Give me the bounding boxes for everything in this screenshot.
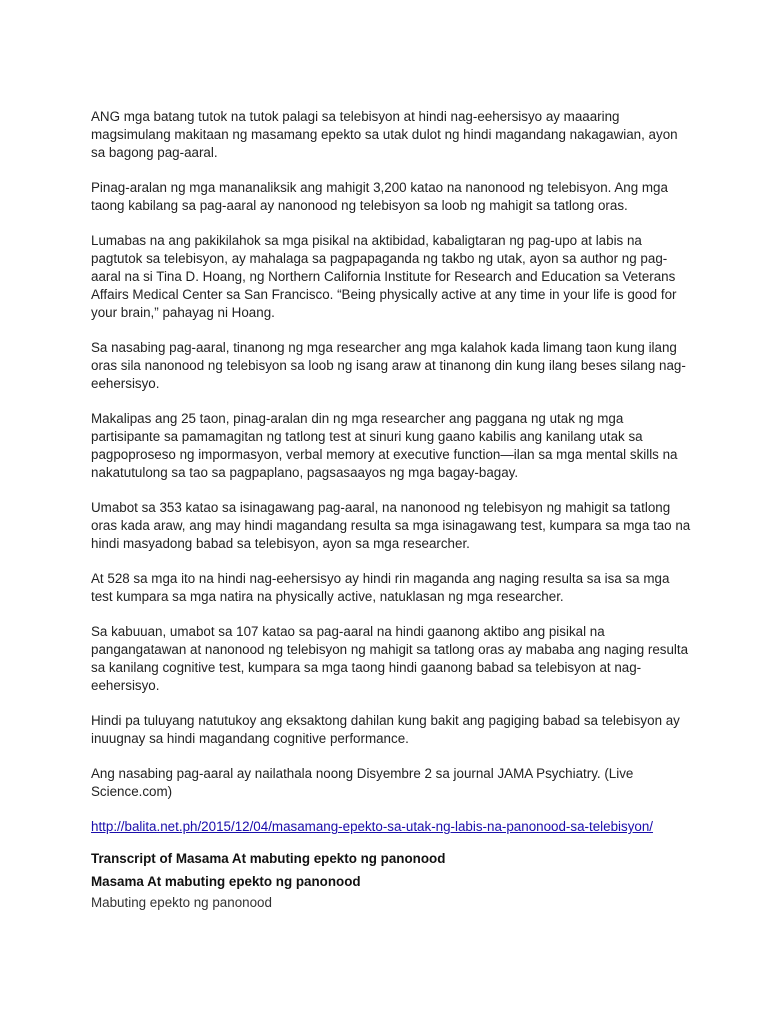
document-page <box>91 108 691 912</box>
transcript-heading: Transcript of Masama At mabuting epekto ng panonood <box>91 851 446 866</box>
article-paragraph-1: ANG mga batang tutok na tutok palagi sa telebisyon at hindi nag-eehersisyo ay maaaring magsimulang makitaan ng masamang epekto sa utak dulot ng hindi magandang nakagawian, ayon sa bagong pag-aaral. <box>91 109 678 160</box>
transcript-title: Masama At mabuting epekto ng panonood <box>91 874 361 889</box>
transcript-subtitle: Mabuting epekto ng panonood <box>91 895 272 910</box>
article-paragraph-8: Sa kabuuan, umabot sa 107 katao sa pag-aaral na hindi gaanong aktibo ang pisikal na pangangatawan at nanonood ng telebisyon ng mahigit sa tatlong oras ay mababa ang naging resulta sa kanilang cognitive test, kumpara sa mga taong hindi gaanong babad sa telebisyon at nag-eehersisyo. <box>91 624 689 693</box>
article-paragraph-5: Makalipas ang 25 taon, pinag-aralan din ng mga researcher ang paggana ng utak ng mga partisipante sa pamamagitan ng tatlong test at sinuri kung gaano kabilis ang kanilang utak sa pagpoproseso ng impormasyon, verbal memory at executive function—ilan sa mga mental skills na nakatutulong sa tao sa pagpaplano, pagsasaayos ng mga bagay-bagay. <box>91 411 678 480</box>
article-paragraph-2: Pinag-aralan ng mga mananaliksik ang mahigit 3,200 katao na nanonood ng telebisyon. Ang mga taong kabilang sa pag-aaral ay nanonood ng telebisyon sa loob ng mahigit sa tatlong oras. <box>91 180 668 213</box>
article-paragraph-7: At 528 sa mga ito na hindi nag-eehersisyo ay hindi rin maganda ang naging resulta sa isa sa mga test kumpara sa mga natira na physically active, natuklasan ng mga researcher. <box>91 571 670 604</box>
source-link-line <box>91 818 691 836</box>
article-paragraph-4: Sa nasabing pag-aaral, tinanong ng mga researcher ang mga kalahok kada limang taon kung ilang oras sila nanonood ng telebisyon sa loob ng isang araw at tinanong din kung ilang beses silang nag-eehersisyo. <box>91 340 686 391</box>
article-paragraph-6: Umabot sa 353 katao sa isinagawang pag-aaral, na nanonood ng telebisyon ng mahigit sa tatlong oras kada araw, ang may hindi magandang resulta sa mga isinagawang test, kumpara sa mga tao na hindi masyadong babad sa telebisyon, ayon sa mga researcher. <box>91 500 691 551</box>
source-link[interactable]: http://balita.net.ph/2015/12/04/masamang-epekto-sa-utak-ng-labis-na-panonood-sa-telebisyon/ <box>91 819 654 834</box>
article-paragraph-9: Hindi pa tuluyang natutukoy ang eksaktong dahilan kung bakit ang pagiging babad sa telebisyon ay inuugnay sa hindi magandang cognitive performance. <box>91 713 680 746</box>
article-paragraph-3: Lumabas na ang pakikilahok sa mga pisikal na aktibidad, kabaligtaran ng pag-upo at labis na pagtutok sa telebisyon, ay mahalaga sa pagpapaganda ng takbo ng utak, ayon sa author ng pag-aaral na si Tina D. Hoang, ng Northern California Institute for Research and Education sa Veterans Affairs Medical Center sa San Francisco. “Being physically active at any time in your life is good for your brain,” pahayag ni Hoang. <box>91 233 677 320</box>
article-paragraph-10: Ang nasabing pag-aaral ay nailathala noong Disyembre 2 sa journal JAMA Psychiatry. (Live Science.com) <box>91 766 634 799</box>
